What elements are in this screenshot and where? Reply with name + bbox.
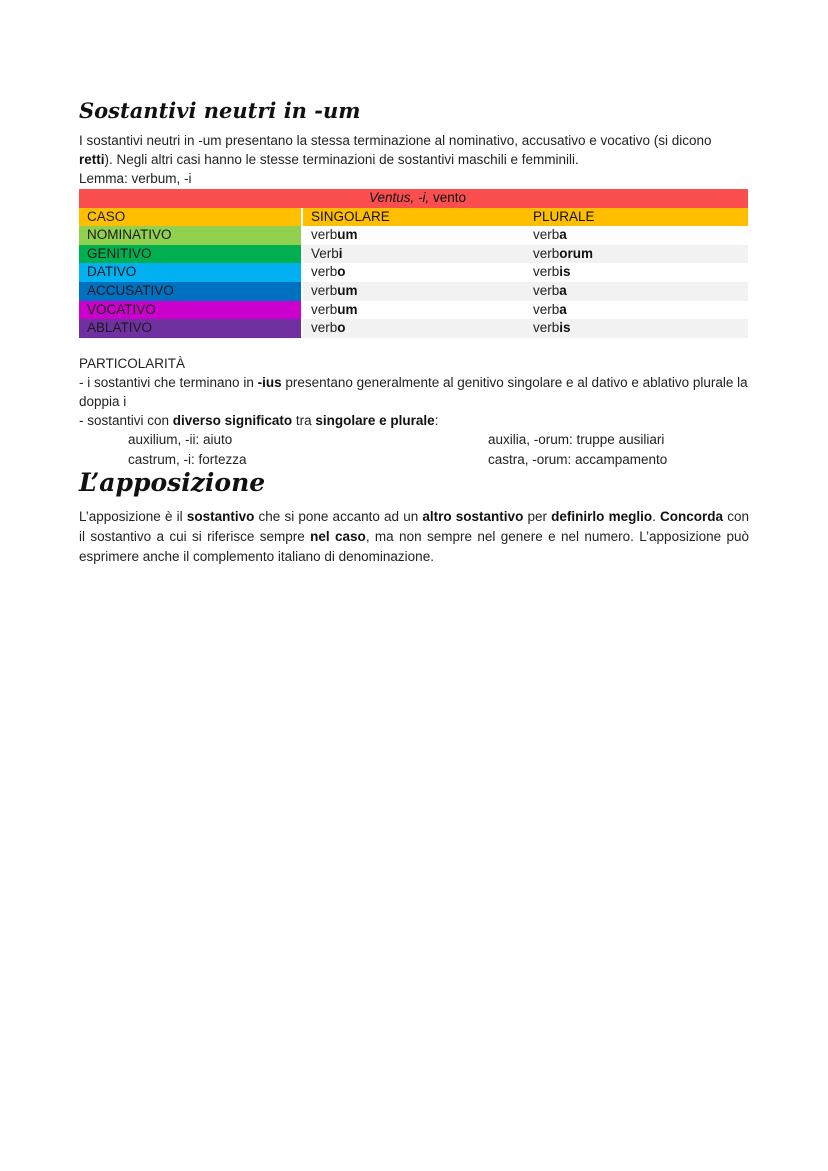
- singular-cell: [302, 301, 525, 320]
- case-cell: ACCUSATIVO: [79, 282, 302, 301]
- particolarita-item-1: [79, 373, 749, 411]
- ending: i: [338, 245, 343, 261]
- section-heading-neutri: Sostantivi neutri in -um: [79, 98, 361, 123]
- appos-bold-2: altro sostantivo: [422, 508, 524, 524]
- intro-paragraph: [79, 131, 749, 169]
- table-row: [79, 319, 748, 338]
- table-title: [79, 189, 748, 208]
- case-cell: VOCATIVO: [79, 301, 302, 320]
- item2-text-3: :: [434, 412, 439, 428]
- singular-cell: [302, 226, 525, 245]
- item2-bold-2: singolare e plurale: [315, 412, 435, 428]
- ending: a: [559, 227, 567, 243]
- apposizione-paragraph: [79, 507, 749, 567]
- ending: orum: [559, 245, 594, 261]
- stem: verb: [533, 320, 560, 336]
- pair-plural: auxilia, -orum: truppe ausiliari: [488, 431, 665, 447]
- appos-bold-3: definirlo meglio: [551, 508, 653, 524]
- appos-text-6: , ma non sempre nel genere e nel numero. L’apposizione può esprimere anche il complemento italiano di denominazione.: [79, 528, 749, 564]
- header-caso: CASO: [79, 208, 302, 227]
- ending: um: [337, 282, 358, 298]
- particolarita-item-2: [79, 411, 749, 430]
- singular-cell: [302, 245, 525, 264]
- intro-bold-retti: retti: [79, 152, 105, 167]
- table-title-row: [79, 189, 748, 208]
- ending: a: [559, 301, 567, 317]
- singular-cell: [302, 319, 525, 338]
- table-row: [79, 226, 748, 245]
- plural-cell: [525, 319, 748, 338]
- table-row: [79, 301, 748, 320]
- ending: um: [337, 301, 358, 317]
- plural-cell: [525, 282, 748, 301]
- pair-singular: castrum, -i: fortezza: [128, 451, 247, 467]
- case-cell: GENITIVO: [79, 245, 302, 264]
- table-title-rest: vento: [429, 190, 467, 205]
- stem: Verb: [311, 245, 339, 261]
- list-item: [128, 450, 749, 470]
- singular-cell: [302, 282, 525, 301]
- appos-bold-4: Concorda: [660, 508, 724, 524]
- plural-cell: [525, 263, 748, 282]
- particolarita-title: PARTICOLARITÀ: [79, 355, 186, 371]
- stem: verb: [533, 282, 560, 298]
- singular-cell: [302, 263, 525, 282]
- item2-bold-1: diverso significato: [172, 412, 293, 428]
- plural-cell: [525, 245, 748, 264]
- appos-bold-5: nel caso: [310, 528, 366, 544]
- appos-text-5: con il sostantivo a cui si riferisce sempre: [79, 508, 749, 544]
- stem: verb: [311, 227, 338, 243]
- stem: verb: [533, 245, 560, 261]
- case-cell: NOMINATIVO: [79, 226, 302, 245]
- table-row: [79, 245, 748, 264]
- appos-text-3: per: [523, 508, 552, 524]
- stem: verb: [533, 227, 560, 243]
- stem: verb: [533, 301, 560, 317]
- page-content: [79, 100, 749, 567]
- meaning-pairs: [128, 430, 749, 470]
- pair-singular: auxilium, -ii: aiuto: [128, 431, 233, 447]
- stem: verb: [533, 264, 560, 280]
- header-singolare: SINGOLARE: [302, 208, 525, 227]
- table-row: [79, 282, 748, 301]
- table-title-italic: Ventus, -i,: [368, 190, 430, 205]
- appos-text-1: L’apposizione è il: [79, 508, 187, 524]
- stem: verb: [311, 320, 338, 336]
- case-cell: ABLATIVO: [79, 319, 302, 338]
- table-row: [79, 263, 748, 282]
- intro-text-2: ). Negli altri casi hanno le stesse terminazioni de sostantivi maschili e femminili.: [104, 152, 579, 167]
- appos-text-2: che si pone accanto ad un: [254, 508, 423, 524]
- header-plurale: PLURALE: [525, 208, 748, 227]
- stem: verb: [311, 301, 338, 317]
- ending: o: [337, 264, 346, 280]
- item1-text-2: presentano generalmente al genitivo singolare e al dativo e ablativo plurale la doppia i: [79, 374, 748, 409]
- item2-text-1: - sostantivi con: [79, 412, 173, 428]
- ending: is: [559, 320, 571, 336]
- stem: verb: [311, 264, 338, 280]
- appos-text-4: .: [652, 508, 661, 524]
- item1-bold-ius: -ius: [257, 374, 282, 390]
- table-header-row: [79, 208, 748, 227]
- declension-table: [79, 189, 748, 338]
- appos-bold-1: sostantivo: [186, 508, 255, 524]
- ending: is: [559, 264, 571, 280]
- list-item: [128, 430, 749, 450]
- intro-text-1: I sostantivi neutri in -um presentano la stessa terminazione al nominativo, accusativo e vocativo (si dicono: [79, 133, 712, 148]
- stem: verb: [311, 282, 338, 298]
- ending: um: [337, 227, 358, 243]
- item2-text-2: tra: [292, 412, 316, 428]
- plural-cell: [525, 301, 748, 320]
- section-heading-apposizione: L’apposizione: [79, 467, 266, 497]
- case-cell: DATIVO: [79, 263, 302, 282]
- lemma-line: Lemma: verbum, -i: [79, 171, 192, 186]
- item1-text-1: - i sostantivi che terminano in: [79, 374, 258, 390]
- plural-cell: [525, 226, 748, 245]
- ending: o: [337, 320, 346, 336]
- ending: a: [559, 282, 567, 298]
- pair-plural: castra, -orum: accampamento: [488, 451, 668, 467]
